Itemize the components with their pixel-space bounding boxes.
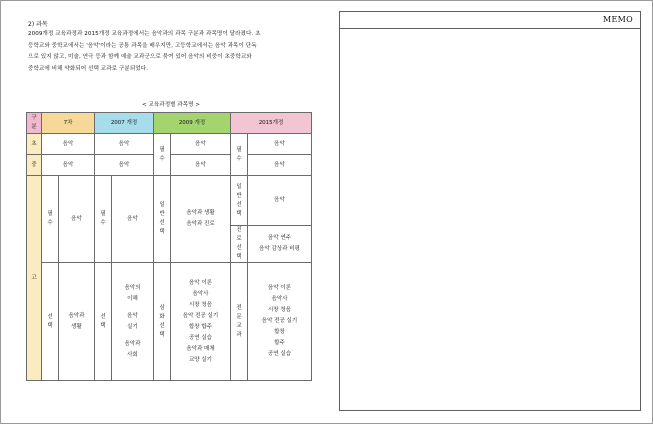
paragraph-line: 으로 있지 않고, 미술, 연극 등과 함께 예술 교과군으로 묶여 있어 음악의 비중이 초중학교와 <box>28 54 252 60</box>
cell-select-2007 <box>95 263 112 381</box>
cell-hs-7cha: 음악 <box>59 176 95 263</box>
subject-line: 음악 이론 <box>267 285 291 291</box>
cell-ms-2009: 음악 <box>171 155 231 176</box>
header-2015: 2015개정 <box>231 113 312 134</box>
cell-ms-2015: 음악 <box>248 155 312 176</box>
pilsu-7cha-text: 필수 <box>47 211 53 226</box>
cell-select-2007-subjects <box>112 263 154 381</box>
subject-line: 음악과 생활 <box>186 210 215 216</box>
cell-el-2007: 음악 <box>95 134 154 155</box>
paragraph-line: 중학교에 비해 약화되어 선택 교과로 구분되었다. <box>28 65 149 72</box>
subject-line: 공연 실습 <box>267 351 291 357</box>
level-elementary: 초 <box>27 134 42 155</box>
subject-line: 사회 <box>127 351 138 358</box>
header-2007: 2007 개정 <box>95 113 154 134</box>
cell-pilsu-7cha <box>42 176 59 263</box>
subject-line: 음악 전공 실기 <box>182 312 219 319</box>
subject-line: 음악 <box>127 312 138 319</box>
header-7cha: 7차 <box>42 113 95 134</box>
subject-line: 시창 청음 <box>267 307 291 313</box>
pilsu-2009-text: 필수 <box>159 146 165 162</box>
table-row <box>27 176 312 226</box>
subject-line: 시창 청음 <box>188 301 212 308</box>
cell-el-2009: 음악 <box>171 134 231 155</box>
body-paragraph <box>28 29 328 75</box>
subject-line: 음악사 <box>192 290 209 297</box>
cell-deep-select-2009 <box>154 263 171 381</box>
subject-line: 교양 실기 <box>188 356 212 363</box>
subject-line: 합주 <box>274 340 285 346</box>
career-select-2015-text: 진로선택 <box>236 227 242 260</box>
cell-el-2015: 음악 <box>248 134 312 155</box>
deep-select-2009-text: 심화선택 <box>159 304 165 338</box>
cell-hs-2007: 음악 <box>112 176 154 263</box>
paragraph-line: 2009개정 교육과정과 2015개정 교육과정에서는 음악과의 과목 구분과 과목명이 달라졌다. 초 <box>28 31 261 37</box>
prof-2015-text: 전문교과 <box>236 304 242 338</box>
cell-deep-2009-subjects <box>171 263 231 381</box>
subject-line: 실기 <box>127 323 138 330</box>
cell-ms-2007: 음악 <box>95 155 154 176</box>
gen-select-2009-text: 일반선택 <box>159 202 165 235</box>
cell-pilsu-2015 <box>231 134 248 176</box>
header-gubun <box>27 113 42 134</box>
level-high: 고 <box>27 176 42 381</box>
paragraph-line: 등학교와 중학교에서는 '음악'이라는 공통 과목을 배우지만, 고등학교에서는 음악 과목이 단독 <box>28 42 257 49</box>
cell-prof-2015-subjects <box>248 263 312 381</box>
pilsu-2007-text: 필수 <box>100 211 106 226</box>
level-middle: 중 <box>27 155 42 176</box>
select-7cha-text: 선택 <box>47 313 53 329</box>
cell-gen-select-2015 <box>231 176 248 226</box>
cell-career-select-2015 <box>231 226 248 263</box>
select-2007-text: 선택 <box>100 313 106 329</box>
subject-line: 음악 이론 <box>188 279 212 286</box>
subject-line: 음악과 진로 <box>186 221 215 227</box>
subject-line: 음악 감상과 비평 <box>259 246 300 252</box>
subject-line: 이해 <box>127 295 138 302</box>
cell-pilsu-2007 <box>95 176 112 263</box>
table-header-row <box>27 113 312 134</box>
subject-line: 음악과 매체 <box>186 345 215 352</box>
cell-career-2015 <box>248 226 312 263</box>
memo-title-bar <box>340 12 640 29</box>
pilsu-2015-text: 필수 <box>236 146 242 162</box>
table-row <box>27 263 312 381</box>
cell-pilsu-2009 <box>154 134 171 176</box>
cell-gen-2009 <box>171 176 231 263</box>
section-heading: 2) 과목 <box>28 21 48 28</box>
subject-line: 음악 전공 실기 <box>261 318 298 324</box>
subject-line: 합창 <box>274 329 285 335</box>
subject-line: 생활 <box>71 323 82 330</box>
subject-line: 음악의 <box>124 284 141 291</box>
cell-select-7cha <box>42 263 59 381</box>
table-caption: < 교육과정별 과목명 > <box>142 102 200 108</box>
cell-select-7cha-subject <box>59 263 95 381</box>
subject-line: 합창 합주 <box>188 323 212 330</box>
cell-prof-2015 <box>231 263 248 381</box>
subject-line: 음악 연주 <box>267 235 291 241</box>
gen-select-2015-text: 일반선택 <box>236 183 242 217</box>
header-2009: 2009 개정 <box>154 113 231 134</box>
memo-title: MEMO <box>603 15 633 24</box>
subject-line: 음악과 <box>124 340 141 347</box>
header-gubun-text: 구분 <box>31 115 37 130</box>
subject-line: 공연 실습 <box>188 334 212 341</box>
curriculum-table <box>26 112 312 381</box>
subject-line: 음악사 <box>271 296 288 302</box>
table-row <box>27 134 312 155</box>
memo-box <box>339 11 641 411</box>
cell-gen-select-2009 <box>154 176 171 263</box>
cell-ms-7cha: 음악 <box>42 155 95 176</box>
cell-gen-2015: 음악 <box>248 176 312 226</box>
subject-line: 음악과 <box>68 312 85 319</box>
cell-el-7cha: 음악 <box>42 134 95 155</box>
